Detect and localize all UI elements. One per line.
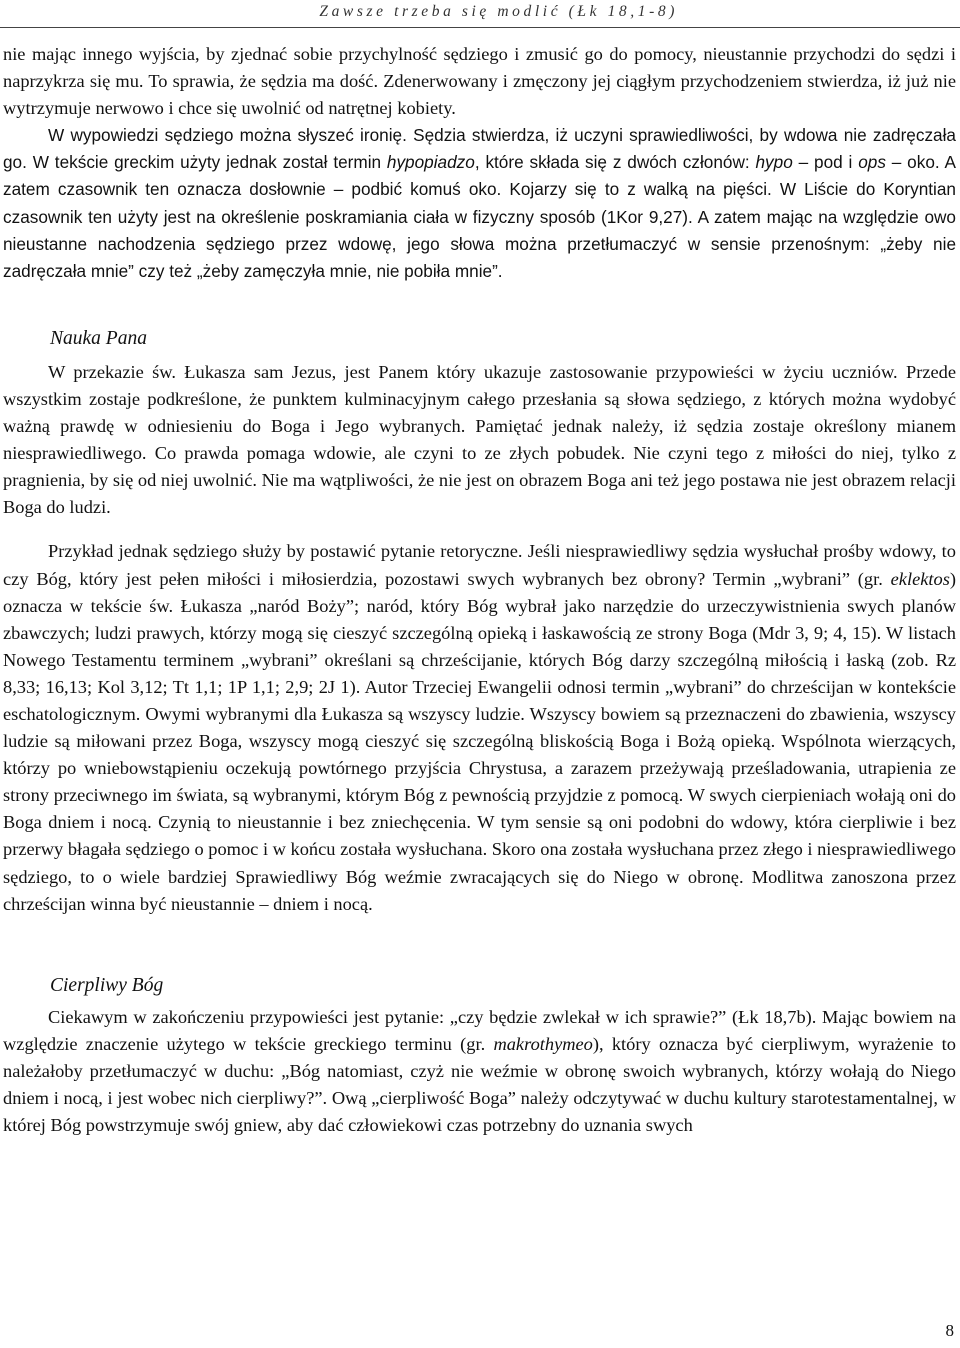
- page-number: 8: [945, 1321, 954, 1340]
- section-heading-cierpliwy-bog: Cierpliwy Bóg: [50, 974, 164, 996]
- paragraph-5: Ciekawym w zakończeniu przypowieści jest pytanie: „czy będzie zwlekał w ich sprawie?” (Łk 18,7b). Mając bowiem na względzie znaczenie użytego w tekście greckiego terminu (gr. makrothymeo), który oznacza być cierpliwym, wyrażenie to należałoby przetłumaczyć w duchu: „Bóg natomiast, czyż nie weźmie w obronę swoich wybranych, którzy wołają do Niego dniem i nocą, i jest wobec nich cierpliwy?”. Ową „cierpliwość Boga” należy odczytywać w duchu kultury starotestamentalnej, w której Bóg powstrzymuje swój gniew, aby dać człowiekowi czas potrzebny do uznania swych: [3, 1006, 956, 1136]
- body-text: [3, 41, 956, 1139]
- paragraph-3: W przekazie św. Łukasza sam Jezus, jest Panem który ukazuje zastosowanie przypowieści w życiu uczniów. Przede wszystkim zostaje podkreślone, że punktem kulminacyjnym całego przesłania są słowa sędziego, z których można wydobyć ważną prawdę w odniesieniu do Boga i Jego wybranych. Pamiętać jednak należy, iż sędzia zostaje określony mianem niesprawiedliwego. Co prawda pomaga wdowie, ale czyni to ze złych pobudek. Nie czyni tego z miłości do niej, tylko z pragnienia, by się od niej uwolnić. Nie ma wątpliwości, że nie jest on obrazem Boga ani też jego postawa nie jest obrazem relacji Boga do ludzi.: [3, 361, 956, 518]
- paragraph-1: nie mając innego wyjścia, by zjednać sobie przychylność sędziego i zmusić go do pomocy, nieustannie przychodzi do sędzi i naprzykrza się mu. To sprawia, że sędzia ma dość. Zdenerwowany i zmęczony jej ciągłym przychodzeniem stwierdza, iż już nie wytrzymuje nerwowo i chce się uwolnić od natrętnej kobiety.: [3, 44, 956, 119]
- paragraph-4: Przykład jednak sędziego służy by postawić pytanie retoryczne. Jeśli niesprawiedliwy sędzia wysłuchał prośby wdowy, to czy Bóg, który jest pełen miłości i miłosierdzia, pozostawi swych wybranych bez obrony? Termin „wybrani” (gr. eklektos) oznacza w tekście św. Łukasza „naród Boży”; naród, który Bóg wybrał jako narzędzie do urzeczywistnienia swych planów zbawczych; ludzi prawych, którzy mogą się cieszyć szczególną opieką i łaskawością ze strony Boga (Mdr 3, 9; 4, 15). W listach Nowego Testamentu terminem „wybrani” określani są chrześcijanie, których Bóg darzy szczególną miłością i łaską (zob. Rz 8,33; 16,13; Kol 3,12; Tt 1,1; 1P 1,1; 2,9; 2J 1). Autor Trzeciej Ewangelii odnosi termin „wybrani” do chrześcijan w kontekście eschatologicznym. Owymi wybranymi dla Łukasza są wszyscy ludzie. Wszyscy bowiem są przeznaczeni do zbawienia, wszyscy ludzie są miłowani przez Boga, wszyscy mogą cieszyć się szczególną bliskością Boga i Bożą opieką. Wspólnota wierzących, którzy po wniebowstąpieniu oczekują powtórnego przyjścia Chrystusa, a zarazem przeżywają prześladowania, utrapienia ze strony przeciwnego im świata, są wybranymi, którym Bóg z pewnością przyjdzie z pomocą. W swych cierpieniach wołają oni do Boga dniem i nocą. Czynią to nieustannie i bez zniechęcenia. W tym sensie są oni podobni do wdowy, która cierpliwie i bez przerwy błagała sędziego o pomoc i w końcu została wysłuchana. Skoro ona została wysłuchana przez złego i niesprawiedliwego sędziego, to o wiele bardziej Sprawiedliwy Bóg weźmie zwracających się do Niego w obronę. Modlitwa zanoszona przez chrześcijan winna być nieustannie – dniem i nocą.: [3, 541, 956, 914]
- running-header: Zawsze trzeba się modlić (Łk 18,1-8): [319, 3, 678, 20]
- section-heading-nauka-pana: Nauka Pana: [50, 327, 147, 349]
- header-rule: [0, 27, 960, 28]
- paragraph-2: W wypowiedzi sędziego można słyszeć ironię. Sędzia stwierdza, iż uczyni sprawiedliwości, by wdowa nie zadręczała go. W tekście greckim użyty jednak został termin hypopiadzo, które składa się z dwóch członów: hypo – pod i ops – oko. A zatem czasownik ten oznacza dosłownie – podbić komuś oko. Kojarzy się to z walką na pięści. W Liście do Koryntian czasownik ten użyty jest na określenie poskramiania ciała w fizyczny sposób (1Kor 9,27). A zatem mając na względzie owo nieustanne nachodzenia sędziego przez wdowę, jego słowa można przetłumaczyć w sensie przenośnym: „żeby nie zadręczała mnie” czy też „żeby zamęczyła mnie, nie pobiła mnie”.: [3, 125, 957, 281]
